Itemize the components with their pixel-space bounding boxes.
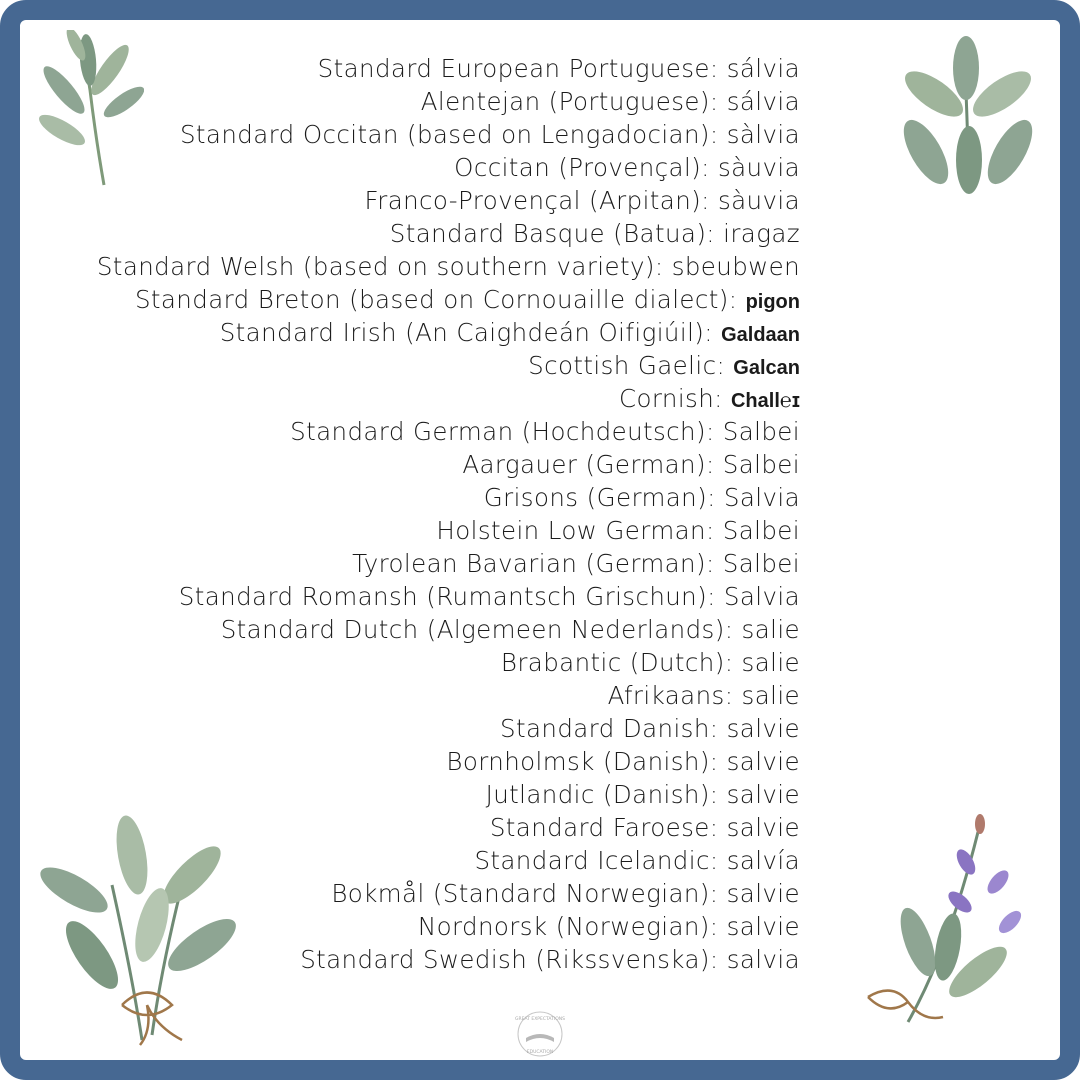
list-item [60, 52, 800, 85]
language-name: Afrikaans [607, 681, 725, 710]
list-item [60, 184, 800, 217]
list-item [60, 877, 800, 910]
separator: : [709, 54, 727, 83]
language-name: Standard Danish [500, 714, 710, 743]
separator: : [707, 483, 724, 512]
separator: : [709, 87, 727, 116]
language-name: Franco-Provençal (Arpitan) [364, 186, 702, 215]
separator: : [705, 549, 723, 578]
separator: : [709, 912, 727, 941]
list-item [60, 811, 800, 844]
list-item [60, 778, 800, 811]
list-item [60, 415, 800, 448]
logo-icon [510, 1008, 570, 1060]
logo-arc-text: GREAT EXPECTATIONS [515, 1017, 565, 1022]
sage-term: salvie [726, 780, 800, 809]
sage-term: Salvia [723, 582, 800, 611]
language-name: Alentejan (Portuguese) [420, 87, 710, 116]
language-name: Standard Romansh (Rumantsch Grischun) [178, 582, 708, 611]
separator: : [709, 879, 727, 908]
separator: : [714, 384, 731, 413]
list-item [60, 745, 800, 778]
list-item [60, 118, 800, 151]
separator: : [701, 153, 718, 182]
separator: : [728, 285, 746, 314]
sage-term: Salvia [723, 483, 800, 512]
sage-term: salvie [726, 714, 800, 743]
language-name: Standard Icelandic [474, 846, 710, 875]
language-name: Brabantic (Dutch) [500, 648, 725, 677]
separator: : [704, 318, 722, 347]
sage-leaves-icon [894, 32, 1044, 207]
sage-term: iragaz [723, 219, 800, 248]
language-name: Standard European Portuguese [317, 54, 710, 83]
language-name: Aargauer (German) [462, 450, 706, 479]
list-item [60, 85, 800, 118]
sage-term: salie [741, 681, 800, 710]
separator: : [706, 219, 724, 248]
sage-term: Salbei [722, 549, 800, 578]
sage-term: Galcan [733, 357, 800, 379]
separator: : [709, 846, 727, 875]
list-item [60, 844, 800, 877]
separator: : [701, 186, 718, 215]
separator: : [709, 813, 727, 842]
language-name: Nordnorsk (Norwegian) [417, 912, 710, 941]
sage-term: Galdaan [721, 324, 800, 346]
language-name: Standard Occitan (based on Lengadocian) [179, 120, 710, 149]
list-item [60, 712, 800, 745]
language-name: Standard Dutch (Algemeen Nederlands) [220, 615, 725, 644]
sage-term: salvia [726, 945, 800, 974]
language-name: Holstein Low German [436, 516, 706, 545]
sage-term: salvie [726, 879, 800, 908]
list-item [60, 580, 800, 613]
language-name: Tyrolean Bavarian (German) [352, 549, 706, 578]
list-item [60, 217, 800, 250]
language-name: Grisons (German) [483, 483, 708, 512]
sage-term: sálvia [726, 87, 800, 116]
language-name: Scottish Gaelic [528, 351, 717, 380]
language-name: Standard German (Hochdeutsch) [290, 417, 706, 446]
separator: : [709, 945, 727, 974]
sage-term: salvía [726, 846, 800, 875]
language-name: Bornholmsk (Danish) [446, 747, 710, 776]
sage-term: pigon [745, 291, 800, 313]
list-item [60, 613, 800, 646]
separator: : [724, 648, 742, 677]
separator: : [705, 516, 723, 545]
separator: : [716, 351, 734, 380]
list-item [60, 448, 800, 481]
separator: : [709, 714, 727, 743]
language-name: Standard Swedish (Rikssvenska) [300, 945, 710, 974]
sage-term: sàlvia [726, 120, 800, 149]
language-list [60, 52, 800, 976]
separator: : [709, 780, 727, 809]
sage-term: salvie [726, 747, 800, 776]
list-item [60, 316, 800, 349]
list-item [60, 646, 800, 679]
sage-term: Chall℮ɪ [730, 390, 800, 412]
separator: : [707, 582, 724, 611]
separator: : [724, 681, 742, 710]
list-item [60, 151, 800, 184]
list-item [60, 283, 800, 316]
sage-term: salvie [726, 813, 800, 842]
list-item [60, 250, 800, 283]
separator: : [705, 450, 723, 479]
sage-term: sbeubwen [671, 252, 800, 281]
sage-term: Salbei [722, 516, 800, 545]
language-name: Bokmål (Standard Norwegian) [331, 879, 710, 908]
list-item [60, 679, 800, 712]
separator: : [705, 417, 723, 446]
sage-term: salie [741, 615, 800, 644]
separator: : [724, 615, 742, 644]
separator: : [709, 747, 727, 776]
language-name: Standard Breton (based on Cornouaille dialect) [134, 285, 729, 314]
list-item [60, 481, 800, 514]
language-name: Occitan (Provençal) [454, 153, 702, 182]
list-item [60, 382, 800, 415]
language-name: Jutlandic (Danish) [485, 780, 710, 809]
language-name: Standard Faroese [489, 813, 710, 842]
list-item [60, 349, 800, 382]
list-item [60, 943, 800, 976]
sage-flower-bundle-icon [848, 812, 1048, 1037]
sage-term: Salbei [722, 450, 800, 479]
language-name: Cornish [618, 384, 715, 413]
language-name: Standard Basque (Batua) [389, 219, 707, 248]
sage-term: Salbei [722, 417, 800, 446]
logo-bottom-text: EDUCATION [526, 1050, 554, 1055]
sage-term: salvie [726, 912, 800, 941]
language-name: Standard Welsh (based on southern variety) [96, 252, 655, 281]
list-item [60, 547, 800, 580]
separator: : [709, 120, 727, 149]
separator: : [654, 252, 672, 281]
sage-term: sàuvia [717, 153, 800, 182]
sage-term: salie [741, 648, 800, 677]
sage-term: sàuvia [717, 186, 800, 215]
list-item [60, 514, 800, 547]
list-item [60, 910, 800, 943]
language-name: Standard Irish (An Caighdeán Oifigiúil) [219, 318, 705, 347]
sage-term: sálvia [726, 54, 800, 83]
